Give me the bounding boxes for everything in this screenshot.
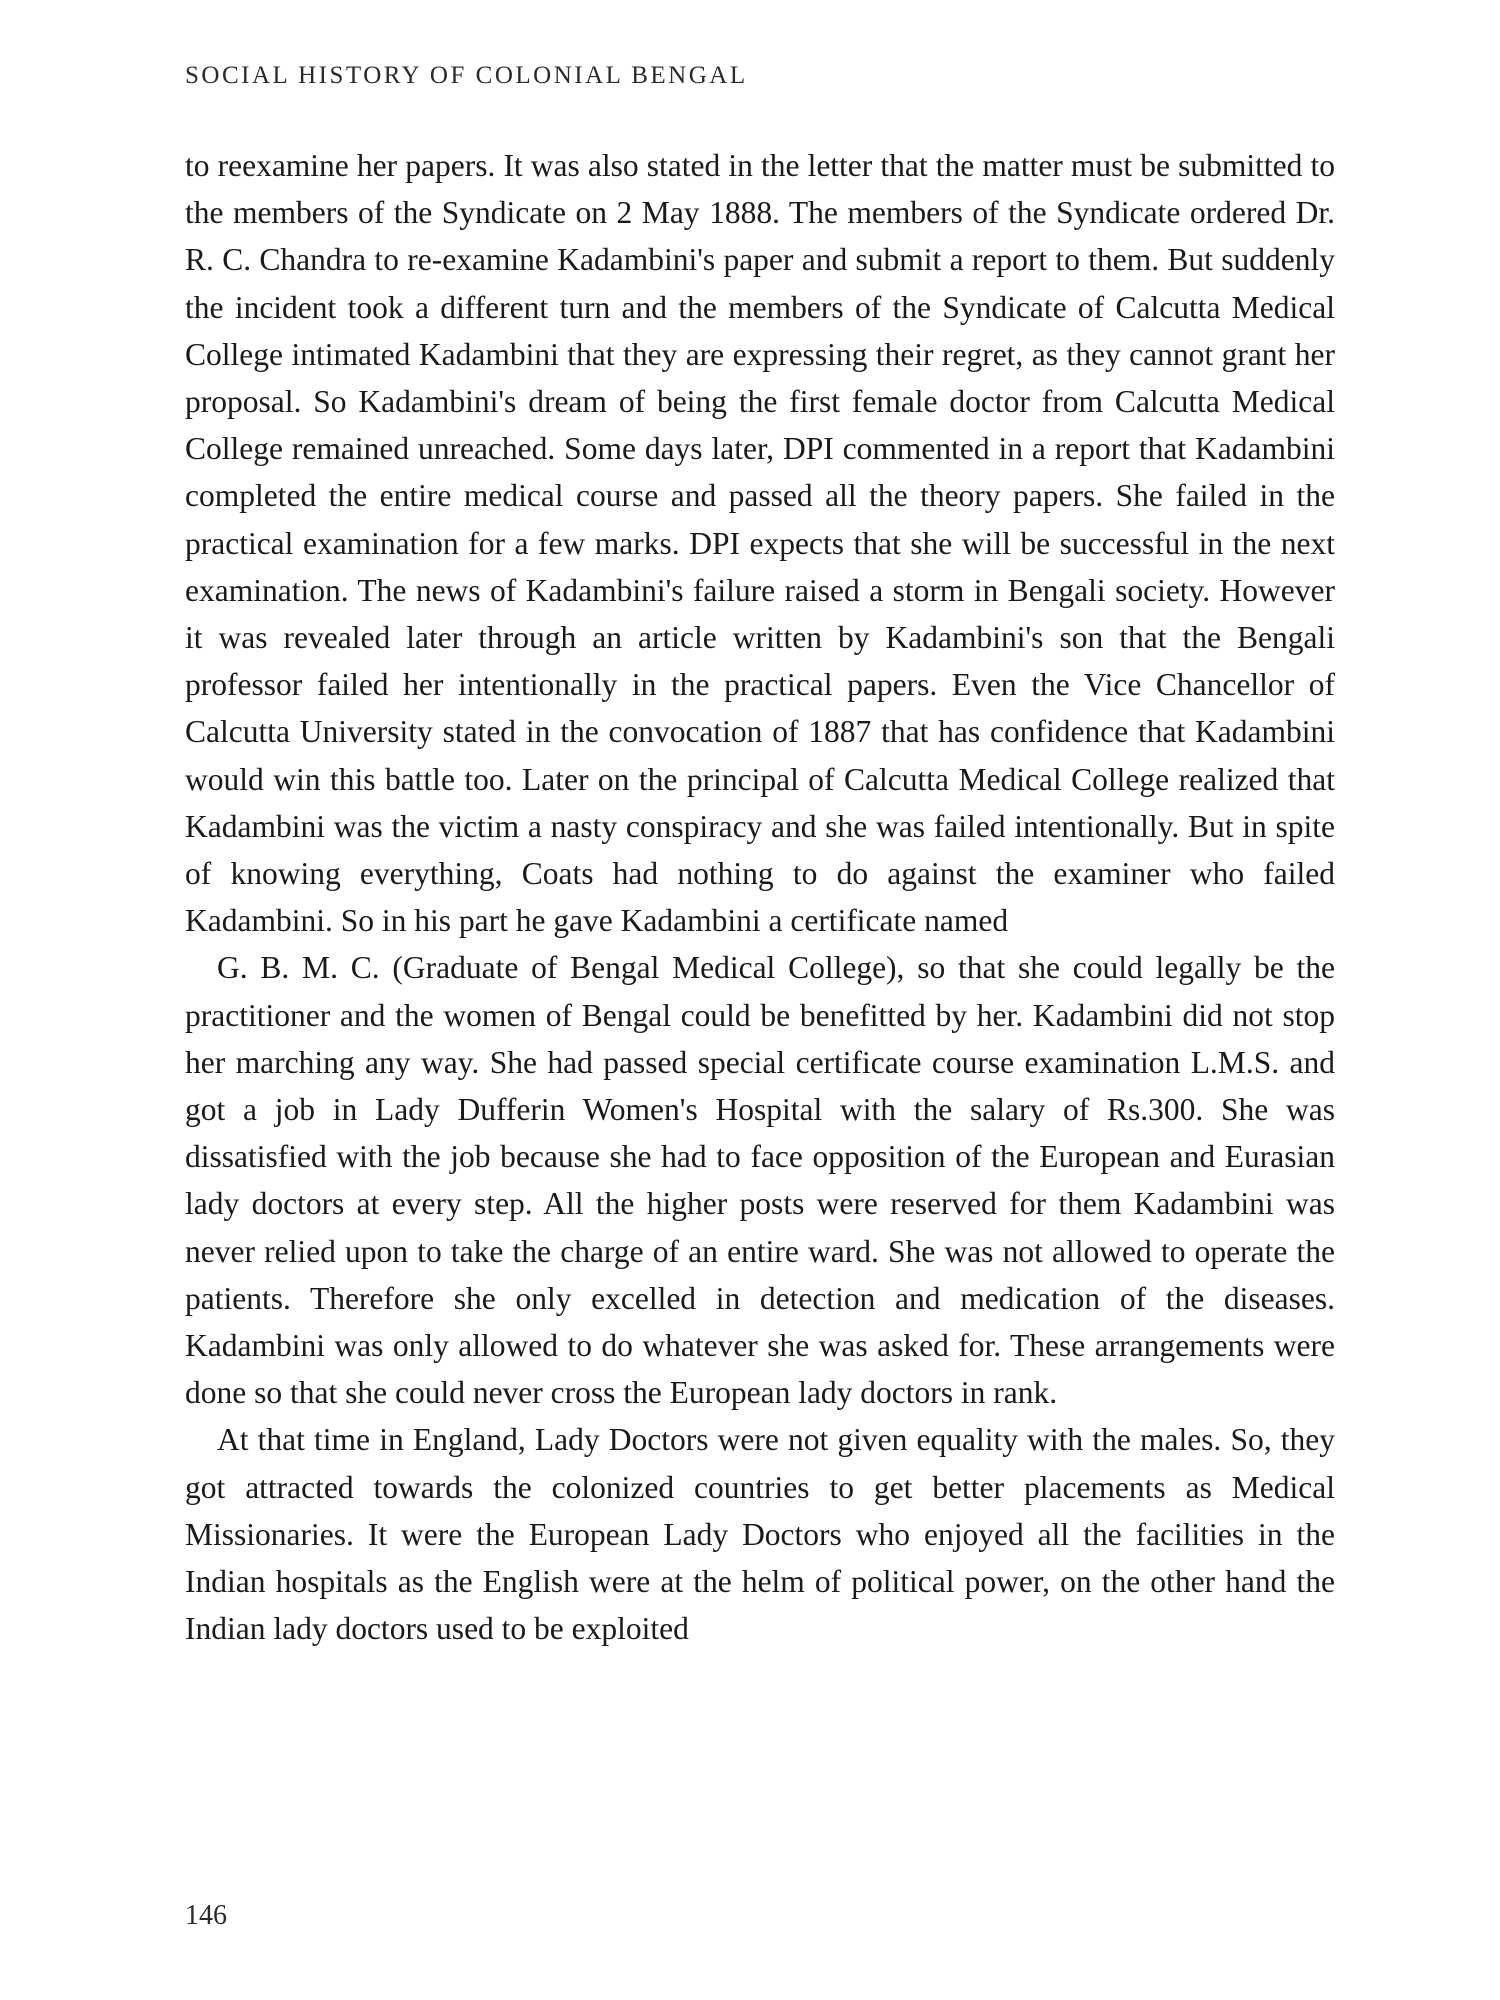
paragraph-continued: to reexamine her papers. It was also stated in the letter that the matter must be submitted to the members of the Syndicate on 2 May 1888. The members of the Syndicate ordered Dr. R. C. Chandra to re-examine Kadambini's paper and submit a report to them. But suddenly the incident took a different turn and the members of the Syndicate of Calcutta Medical College intimated Kadambini that they are expressing their regret, as they cannot grant her proposal. So Kadambini's dream of being the first female doctor from Calcutta Medical College remained unreached. Some days later, DPI commented in a report that Kadambini completed the entire medical course and passed all the theory papers. She failed in the practical examination for a few marks. DPI expects that she will be successful in the next examination. The news of Kadambini's failure raised a storm in Bengali society. However it was revealed later through an article written by Kadambini's son that the Bengali professor failed her intentionally in the practical papers. Even the Vice Chancellor of Calcutta University stated in the convocation of 1887 that has confidence that Kadambini would win this battle too. Later on the principal of Calcutta Medical College realized that Kadambini was the victim a nasty conspiracy and she was failed intentionally. But in spite of knowing everything, Coats had nothing to do against the examiner who failed Kadambini. So in his part he gave Kadambini a certificate named	[185, 148, 1335, 939]
body-text	[185, 142, 1335, 1653]
paragraph-gbmc: G. B. M. C. (Graduate of Bengal Medical College), so that she could legally be the practitioner and the women of Bengal could be benefitted by her. Kadambini did not stop her marching any way. She had passed special certificate course examination L.M.S. and got a job in Lady Dufferin Women's Hospital with the salary of Rs.300. She was dissatisfied with the job because she had to face opposition of the European and Eurasian lady doctors at every step. All the higher posts were reserved for them Kadambini was never relied upon to take the charge of an entire ward. She was not allowed to operate the patients. Therefore she only excelled in detection and medication of the diseases. Kadambini was only allowed to do whatever she was asked for. These arrangements were done so that she could never cross the European lady doctors in rank.	[185, 950, 1335, 1411]
running-header: SOCIAL HISTORY OF COLONIAL BENGAL	[185, 62, 748, 89]
paragraph-england: At that time in England, Lady Doctors were not given equality with the males. So, they got attracted towards the colonized countries to get better placements as Medical Missionaries. It were the European Lady Doctors who enjoyed all the facilities in the Indian hospitals as the English were at the helm of political power, on the other hand the Indian lady doctors used to be exploited	[185, 1422, 1335, 1647]
page-number: 146	[185, 1900, 227, 1931]
